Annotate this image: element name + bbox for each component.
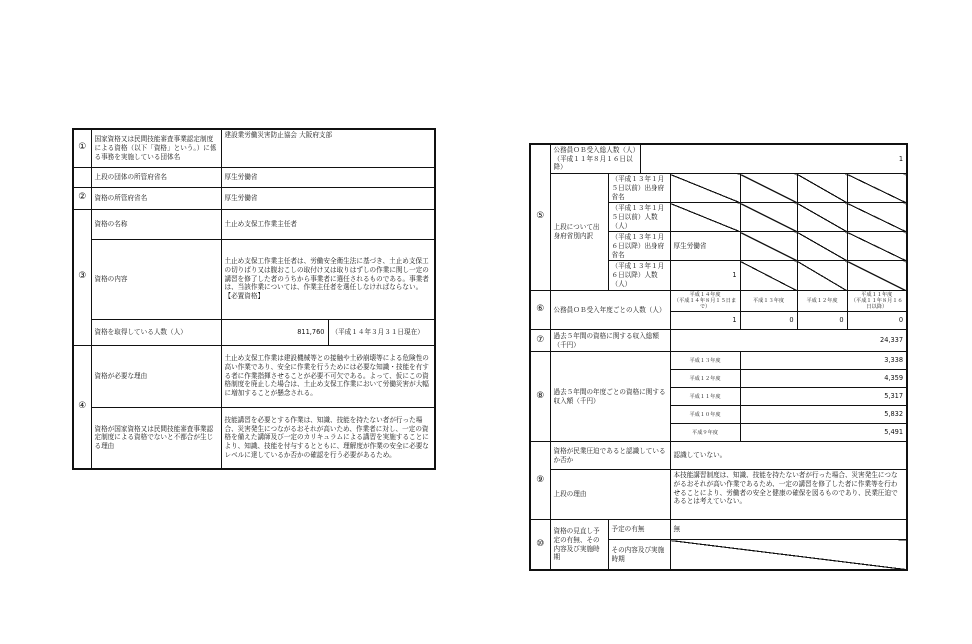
review-detail-value: [670, 540, 907, 570]
qualification-content-label: 資格の内容: [91, 239, 221, 319]
ob-total-value: 1: [640, 144, 907, 174]
row-number-4: ④: [73, 345, 91, 469]
ob-total-label: 公務員ＯＢ受入総人数（人）（平成１１年８月１６日以降）: [550, 144, 640, 174]
row-number-9: ⑨: [530, 442, 550, 520]
review-label: 資格の見直し予定の有無、その内容及び実施時期: [550, 520, 608, 570]
income-year: 平成１３年度: [670, 352, 740, 370]
competition-reason-value: 本技能講習制度は、知識、技能を持たない者が行った場合、災害発生につながるおそれが高い作業であるため、一定の講習を修了した者に作業等を行わせることにより、労働者の安全と健康の確保を図るものであり、民業圧迫であるとは考えていない。: [670, 470, 907, 520]
row-number-10: ⑩: [530, 520, 550, 570]
income-total-label: 過去５年間の資格に関する収入総額（千円）: [550, 330, 670, 352]
row-number-8: ⑧: [530, 352, 550, 442]
holder-count-value: 811,760: [221, 319, 328, 345]
review-plan-value: 無: [670, 520, 907, 540]
review-detail-label: その内容及び実施時期: [608, 540, 670, 570]
ob-sub-label-2: （平成１３年１月５日以前）人数（人）: [608, 203, 670, 232]
parent-ministry-value: 厚生労働省: [221, 167, 435, 187]
year-header: 平成１２年度: [797, 290, 847, 312]
income-value: 3,338: [740, 352, 907, 370]
year-header: 平成１４年度 （平成１４年８月１５日まで）: [670, 290, 740, 312]
year-header: 平成１１年度 （平成１１年８月１６日以降）: [847, 290, 907, 312]
year-value: 0: [847, 312, 907, 330]
income-year: 平成１０年度: [670, 406, 740, 424]
organization-value: 建設業労働災害防止協会 大阪府支部: [221, 129, 435, 167]
organization-label: 国家資格又は民間技能審査事業認定制度による資格（以下「資格」という。）に係る事務を実施している団体名: [91, 129, 221, 167]
parent-ministry-label: 上段の団体の所管府省名: [91, 167, 221, 187]
row-number-2: ②: [73, 187, 91, 209]
ob-sub-label-1: （平成１３年１月５日以前）出身府省名: [608, 174, 670, 203]
row-number-6: ⑥: [530, 290, 550, 330]
ob-sub-value-3: 厚生労働省: [670, 232, 740, 261]
competition-value: 認識していない。: [670, 442, 907, 470]
review-plan-label: 予定の有無: [608, 520, 670, 540]
income-value: 5,832: [740, 406, 907, 424]
income-value: 4,359: [740, 370, 907, 388]
competition-label: 資格が民業圧迫であると認識しているか否か: [550, 442, 670, 470]
need-reason-value: 土止め支保工作業は建設機械等との接触や土砂崩壊等による危険性の高い作業であり、安全に作業を行うためには必要な知識・技能を有する者に作業指揮させることが必要不可欠である。よって、仮にこの資格制度を廃止した場合は、土止め支保工作業において労働災害が大幅に増加することが懸念される。: [221, 345, 435, 407]
ob-sub-value-4: 1: [670, 261, 740, 290]
income-year: 平成１１年度: [670, 388, 740, 406]
ob-yearly-label: 公務員ＯＢ受入年度ごとの人数（人）: [550, 290, 670, 330]
row-number-3: ③: [73, 209, 91, 345]
row-number-7: ⑦: [530, 330, 550, 352]
year-value: 1: [670, 312, 740, 330]
income-year: 平成１２年度: [670, 370, 740, 388]
ministry-value: 厚生労働省: [221, 187, 435, 209]
income-yearly-label: 過去５年間の年度ごとの資格に関する収入額（千円）: [550, 352, 670, 442]
income-value: 5,317: [740, 388, 907, 406]
ob-breakdown-label: 上段について出身府省別内訳: [550, 174, 608, 290]
year-value: 0: [740, 312, 797, 330]
competition-reason-label: 上段の理由: [550, 470, 670, 520]
qualification-content-value: 土止め支保工作業主任者は、労働安全衛生法に基づき、土止め支保工の切りばり又は腹おこしの取付け又は取りはずしの作業に関し一定の講習を修了した者のうちから事業者に選任されるものである。事業者は、当該作業については、作業主任者を選任しなければならない。【必置資格】: [221, 239, 435, 319]
qualification-name-value: 土止め支保工作業主任者: [221, 209, 435, 239]
left-form-table: [72, 128, 436, 470]
ob-sub-label-4: （平成１３年１月６日以降）人数（人）: [608, 261, 670, 290]
year-header: 平成１３年度: [740, 290, 797, 312]
national-reason-value: 技能講習を必要とする作業は、知識、技能を持たない者が行った場合、災害発生につながるおそれが高いため、作業者に対し、一定の資格を備えた講師及び一定のカリキュラムによる講習を実施することにより、知識、技能を付与するとともに、理解度が作業の安全に必要なレベルに達しているか否かの確認を行う必要があるため。: [221, 407, 435, 469]
year-value: 0: [797, 312, 847, 330]
income-total-value: 24,337: [670, 330, 907, 352]
income-year: 平成９年度: [670, 424, 740, 442]
row-number-1: ①: [73, 129, 91, 167]
row-number-blank: [73, 167, 91, 187]
holder-count-label: 資格を取得している人数（人）: [91, 319, 221, 345]
need-reason-label: 資格が必要な理由: [91, 345, 221, 407]
right-form-table: [529, 143, 908, 571]
holder-count-date: （平成１４年３月３１日現在）: [328, 319, 435, 345]
ministry-label: 資格の所管府省名: [91, 187, 221, 209]
row-number-5: ⑤: [530, 144, 550, 290]
income-value: 5,491: [740, 424, 907, 442]
national-reason-label: 資格が国家資格又は民間技能審査事業認定制度による資格でないと不都合が生じる理由: [91, 407, 221, 469]
ob-sub-label-3: （平成１３年１月６日以降）出身府省名: [608, 232, 670, 261]
qualification-name-label: 資格の名称: [91, 209, 221, 239]
